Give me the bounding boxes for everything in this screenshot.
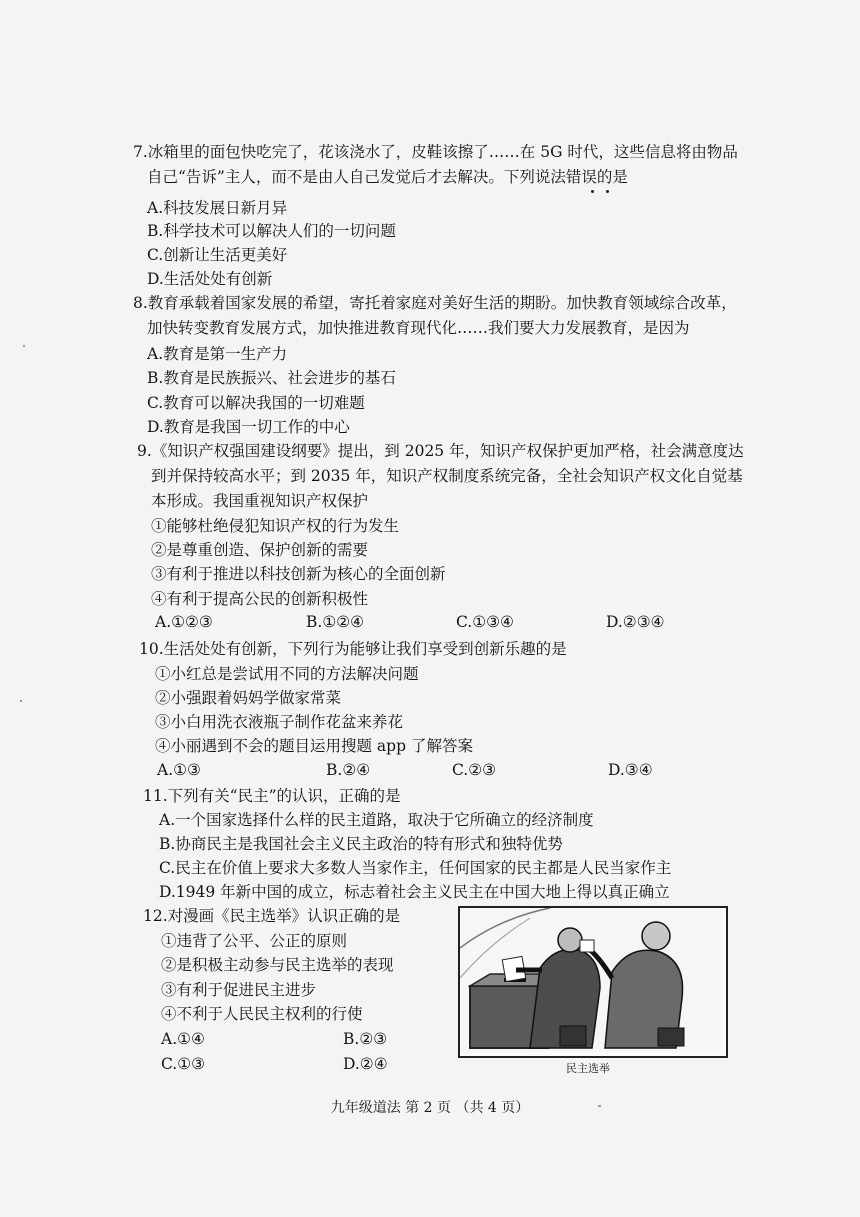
question-8-stem: 8.教育承载着国家发展的希望，寄托着家庭对美好生活的期盼。加快教育领域综合改革， 加快转变教育发展方式，加快推进教育现代化……我们要大力发展教育，是因为 (133, 294, 737, 337)
question-10-statement-4: ④小丽遇到不会的题目运用搜题 app 了解答案 (155, 737, 473, 755)
scan-speck (598, 1105, 601, 1107)
question-9-statement-2: ②是尊重创造、保护创新的需要 (151, 541, 369, 559)
question-7-option-a: A.科技发展日新月异 (147, 199, 288, 217)
question-12-option-c: C.①③ (161, 1055, 206, 1073)
question-11-option-b: B.协商民主是我国社会主义民主政治的特有形式和独特优势 (159, 835, 563, 853)
question-11-option-a: A.一个国家选择什么样的民主道路，取决于它所确立的经济制度 (159, 811, 594, 829)
question-10-stem: 10.生活处处有创新，下列行为能够让我们享受到创新乐趣的是 (139, 640, 567, 658)
scan-speck (23, 345, 25, 347)
question-9-statement-3: ③有利于推进以科技创新为核心的全面创新 (151, 565, 446, 583)
question-9-option-d: D.②③④ (606, 613, 665, 631)
question-8-option-d: D.教育是我国一切工作的中心 (147, 418, 350, 436)
question-8-option-b: B.教育是民族振兴、社会进步的基石 (147, 369, 396, 387)
cartoon-drawing (460, 908, 722, 1052)
question-7-option-b: B.科学技术可以解决人们的一切问题 (147, 222, 396, 240)
question-9-option-c: C.①③④ (456, 613, 514, 631)
emphasis-dot (591, 190, 594, 193)
question-12-option-a: A.①④ (161, 1030, 205, 1048)
question-12-statement-4: ④不利于人民民主权利的行使 (161, 1005, 363, 1023)
question-9-statement-4: ④有利于提高公民的创新积极性 (151, 590, 369, 608)
question-10-option-d: D.③④ (608, 761, 653, 779)
question-9-stem: 9.《知识产权强国建设纲要》提出，到 2025 年，知识产权保护更加严格，社会满意度达 到并保持较高水平；到 2035 年，知识产权制度系统完备，全社会知识产权文化自觉基 本形成。我国重视知识产权保护 (137, 442, 744, 510)
question-12-statement-1: ①违背了公平、公正的原则 (161, 932, 348, 950)
question-12-statement-2: ②是积极主动参与民主选举的表现 (161, 956, 394, 974)
question-8-option-a: A.教育是第一生产力 (147, 345, 288, 363)
question-7-option-c: C.创新让生活更美好 (147, 246, 288, 264)
question-10-statement-2: ②小强跟着妈妈学做家常菜 (155, 689, 342, 707)
question-10-statement-3: ③小白用洗衣液瓶子制作花盆来养花 (155, 713, 404, 731)
question-11-stem: 11.下列有关“民主”的认识，正确的是 (143, 787, 401, 805)
question-8-option-c: C.教育可以解决我国的一切难题 (147, 394, 365, 412)
question-11-option-d: D.1949 年新中国的成立，标志着社会主义民主在中国大地上得以真正确立 (159, 883, 670, 901)
cartoon-caption: 民主选举 (566, 1062, 610, 1075)
question-9-option-a: A.①②③ (155, 613, 213, 631)
question-7-stem: 7.冰箱里的面包快吃完了，花该浇水了，皮鞋该擦了……在 5G 时代，这些信息将由物品 自己“告诉”主人，而不是由人自己发觉后才去解决。下列说法错误的是 (133, 143, 738, 186)
page-footer: 九年级道法 第 2 页 （共 4 页） (330, 1100, 530, 1116)
question-12-option-b: B.②③ (343, 1030, 388, 1048)
question-12-option-d: D.②④ (343, 1055, 388, 1073)
question-9-statement-1: ①能够杜绝侵犯知识产权的行为发生 (151, 517, 400, 535)
question-9-option-b: B.①②④ (306, 613, 365, 631)
question-10-statement-1: ①小红总是尝试用不同的方法解决问题 (155, 665, 419, 683)
question-12-statement-3: ③有利于促进民主进步 (161, 981, 317, 999)
emphasis-dot (606, 190, 609, 193)
question-10-option-a: A.①③ (157, 761, 201, 779)
democratic-election-cartoon (458, 906, 728, 1058)
question-12-stem: 12.对漫画《民主选举》认识正确的是 (143, 907, 401, 925)
question-11-option-c: C.民主在价值上要求大多数人当家作主，任何国家的民主都是人民当家作主 (159, 859, 672, 877)
question-10-option-b: B.②④ (326, 761, 371, 779)
scan-speck (20, 700, 22, 702)
question-10-option-c: C.②③ (452, 761, 497, 779)
question-7-option-d: D.生活处处有创新 (147, 270, 273, 288)
